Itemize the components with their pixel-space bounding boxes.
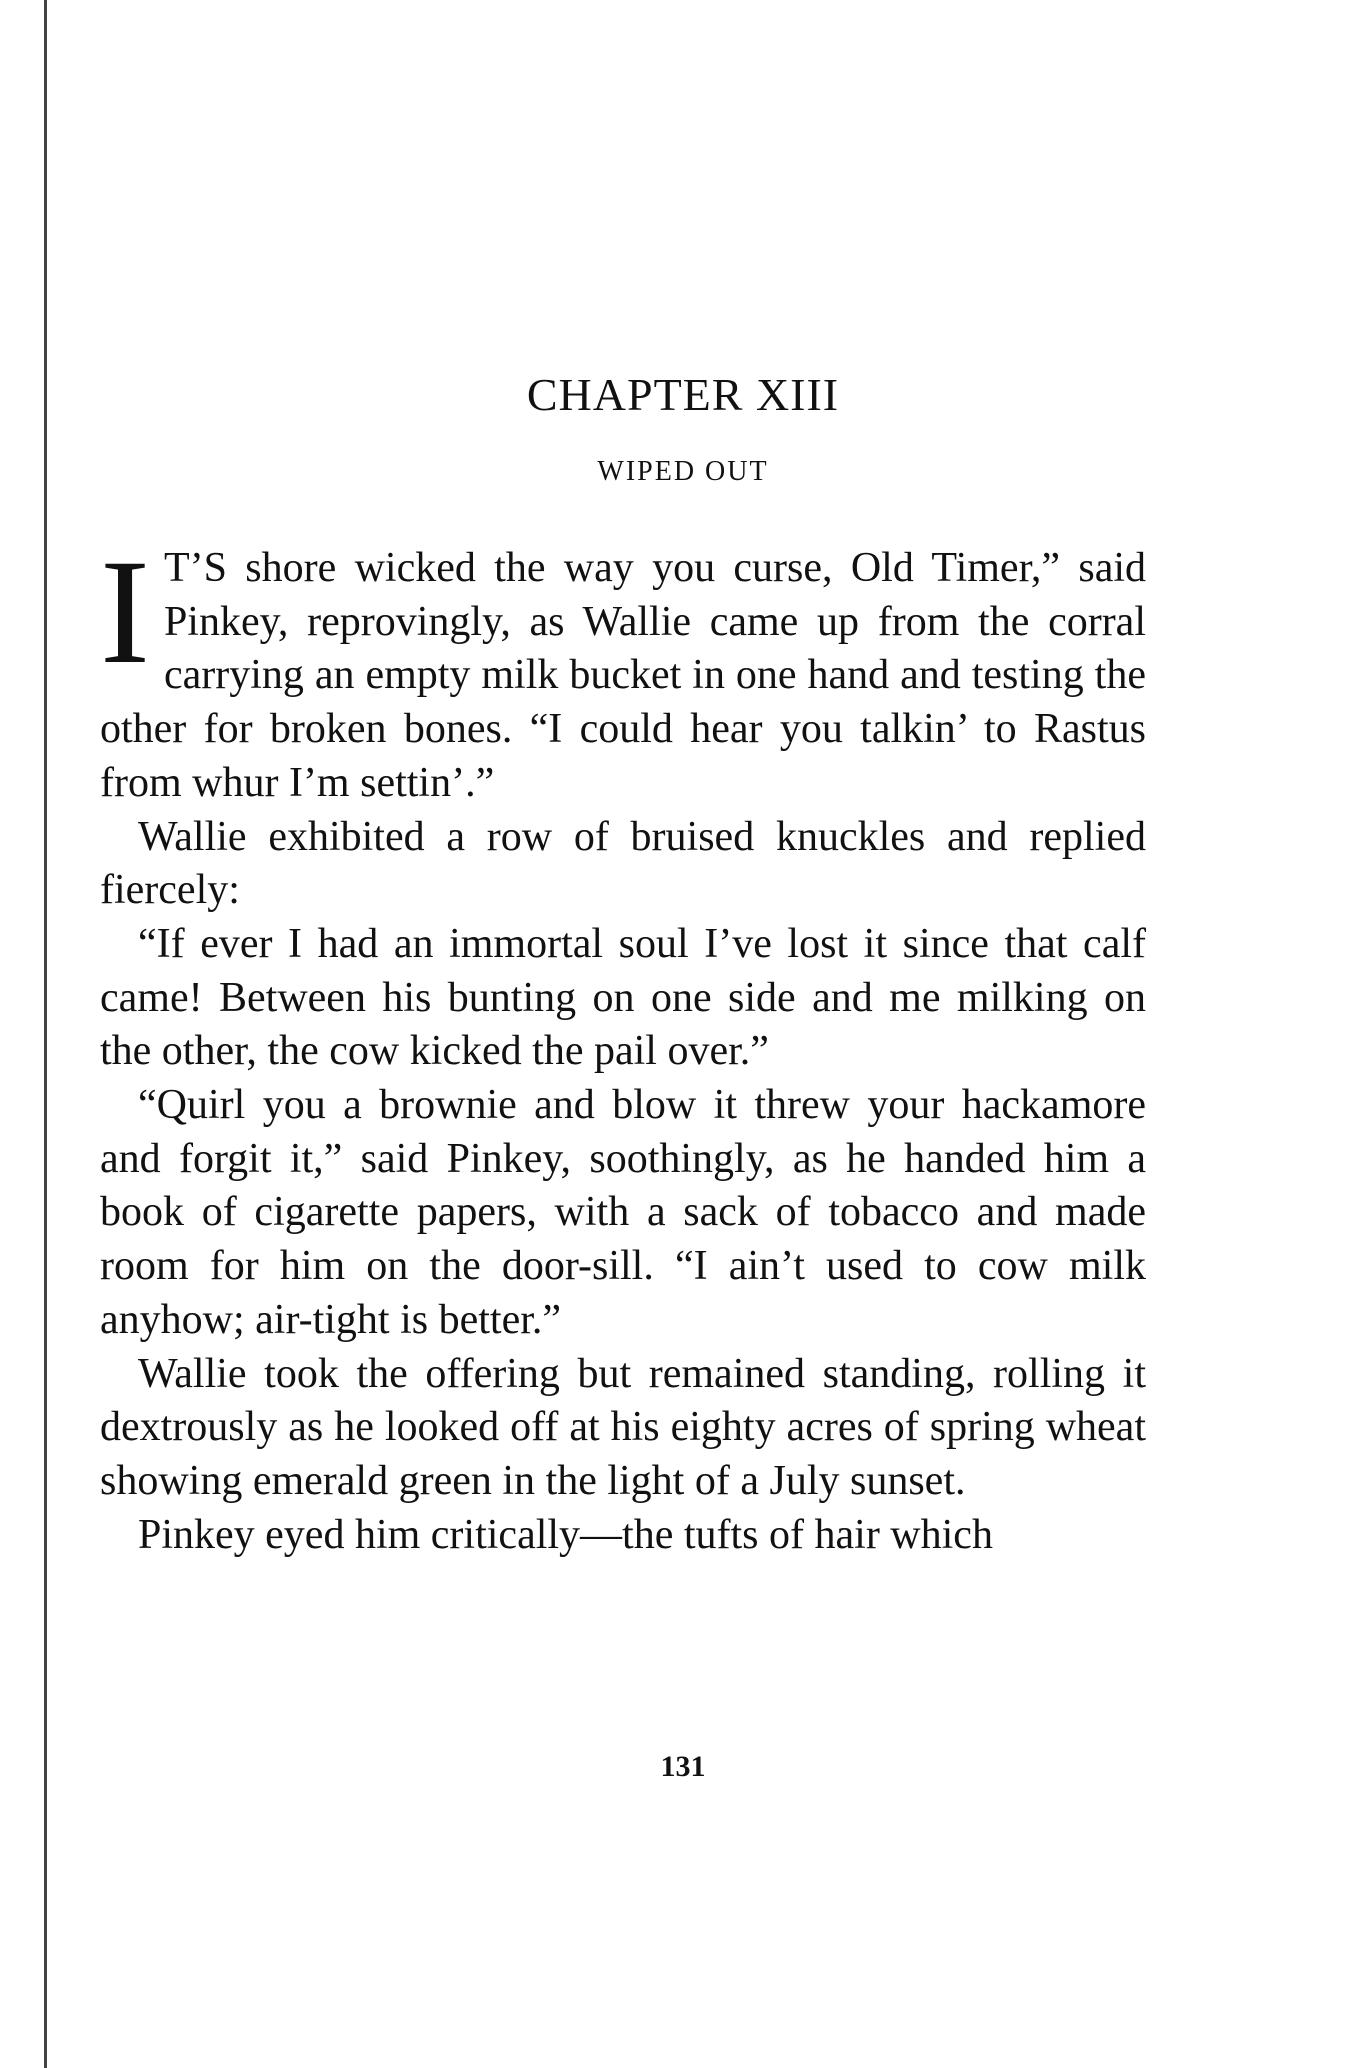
paragraph-1-text: T’S shore wicked the way you curse, Old Timer,” said Pinkey, reprovingly, as Wallie came up from the corral carrying an empty milk bucket in one hand and testing the other for broken bones. “I could hear you talkin’ to Rastus from whur I’m settin’.” [100, 545, 1146, 806]
book-page [100, 360, 1146, 1562]
chapter-subtitle: WIPED OUT [597, 456, 769, 487]
page-number: 131 [660, 1750, 706, 1783]
binding-edge [44, 0, 47, 2068]
paragraph-6: Pinkey eyed him critically—the tufts of hair which [138, 1511, 993, 1558]
paragraph-5: Wallie took the offering but remained standing, rolling it dextrously as he looked off at his eighty acres of spring wheat showing emerald green in the light of a July sunset. [100, 1350, 1146, 1504]
paragraph-1 [100, 529, 1146, 811]
chapter-heading: CHAPTER XIII [526, 369, 840, 420]
paragraph-3: “If ever I had an immortal soul I’ve lost it since that calf came! Between his bunting on one side and me milking on the other, the cow kicked the pail over.” [100, 920, 1146, 1075]
body-text [100, 529, 1146, 1562]
paragraph-2: Wallie exhibited a row of bruised knuckles and replied fiercely: [100, 813, 1146, 914]
paragraph-4: “Quirl you a brownie and blow it threw your hackamore and forgit it,” said Pinkey, soothingly, as he handed him a book of cigarette papers, with a sack of tobacco and made room for him on the door-sill. “I ain’t used to cow milk anyhow; air-tight is better.” [100, 1082, 1146, 1343]
drop-cap: I [100, 529, 150, 695]
